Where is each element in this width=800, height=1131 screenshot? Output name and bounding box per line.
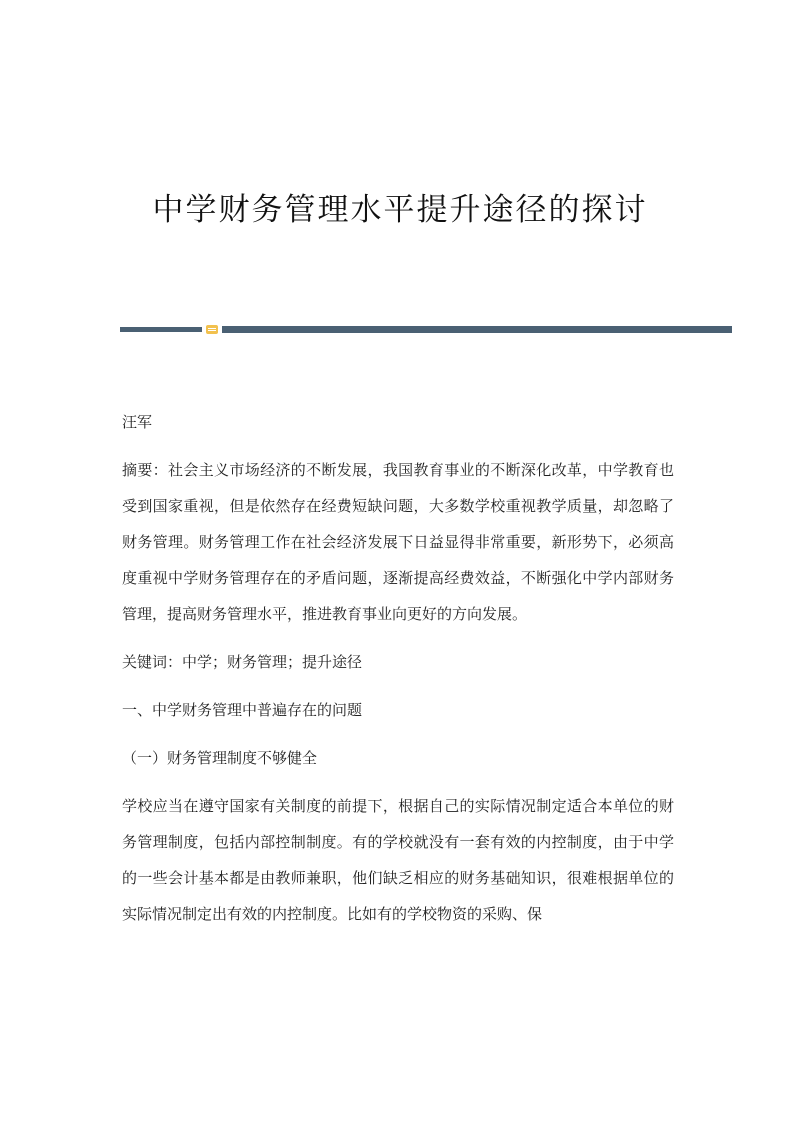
divider-bar-left bbox=[120, 327, 202, 332]
author-name: 汪军 bbox=[122, 413, 153, 431]
abstract-paragraph: 摘要：社会主义市场经济的不断发展，我国教育事业的不断深化改革，中学教育也受到国家重视，但是依然存在经费短缺问题，大多数学校重视教学质量，却忽略了财务管理。财务管理工作在社会经济发展下日益显得非常重要，新形势下，必须高度重视中学财务管理存在的矛盾问题，逐渐提高经费效益，不断强化中学内部财务管理，提高财务管理水平，推进教育事业向更好的方向发展。 bbox=[122, 461, 674, 623]
subsection-heading: （一）财务管理制度不够健全 bbox=[122, 749, 318, 767]
section-heading: 一、中学财务管理中普遍存在的问题 bbox=[122, 701, 363, 719]
divider-badge-icon bbox=[206, 325, 218, 334]
keywords-line: 关键词：中学；财务管理；提升途径 bbox=[122, 653, 363, 671]
divider-bar-right bbox=[222, 326, 732, 333]
body-paragraph: 学校应当在遵守国家有关制度的前提下，根据自己的实际情况制定适合本单位的财务管理制度，包括内部控制制度。有的学校就没有一套有效的内控制度，由于中学的一些会计基本都是由教师兼职，他们缺乏相应的财务基础知识，很难根据单位的实际情况制定出有效的内控制度。比如有的学校物资的采购、保 bbox=[122, 797, 674, 923]
document-body bbox=[122, 404, 674, 944]
document-title: 中学财务管理水平提升途径的探讨 bbox=[152, 192, 648, 228]
title-divider bbox=[120, 325, 732, 333]
